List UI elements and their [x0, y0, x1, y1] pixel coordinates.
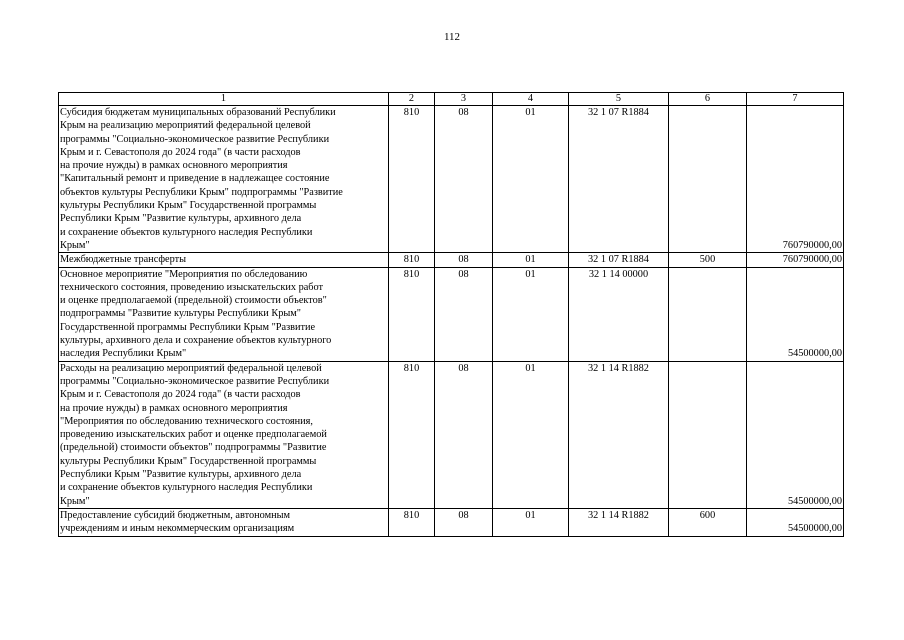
header-col-2: 2: [389, 93, 435, 106]
row-subsection-code: 01: [493, 253, 569, 267]
row-amount: 54500000,00: [747, 508, 844, 536]
row-expense-type: [669, 361, 747, 508]
header-col-3: 3: [435, 93, 493, 106]
header-col-7: 7: [747, 93, 844, 106]
table-row: [59, 361, 844, 508]
header-col-6: 6: [669, 93, 747, 106]
row-name: Основное мероприятие "Мероприятия по обследованию технического состояния, проведению изыскательских работ и оценке предполагаемой (предельной) стоимости объектов" подпрограммы "Развитие культуры Республики Крым" Государственной программы Республики Крым "Развитие культуры, архивного дела и сохранение объектов культурного наследия Республики Крым": [59, 267, 389, 361]
row-name: Межбюджетные трансферты: [59, 253, 389, 267]
row-expense-type: 600: [669, 508, 747, 536]
row-expense-type: 500: [669, 253, 747, 267]
row-section-code: 08: [435, 267, 493, 361]
row-subsection-code: 01: [493, 106, 569, 253]
row-ministry-code: 810: [389, 361, 435, 508]
row-ministry-code: 810: [389, 267, 435, 361]
row-amount: 54500000,00: [747, 361, 844, 508]
table-row: [59, 106, 844, 253]
table-row: [59, 267, 844, 361]
header-col-5: 5: [569, 93, 669, 106]
row-section-code: 08: [435, 361, 493, 508]
header-col-1: 1: [59, 93, 389, 106]
row-name: Субсидия бюджетам муниципальных образований Республики Крым на реализацию мероприятий федеральной целевой программы "Социально-экономическое развитие Республики Крым и г. Севастополя до 2024 года" (в части расходов на прочие нужды) в рамках основного мероприятия "Капитальный ремонт и приведение в надлежащее состояние объектов культуры Республики Крым" подпрограммы "Развитие культуры Республики Крым" Государственной программы Республики Крым "Развитие культуры, архивного дела и сохранение объектов культурного наследия Республики Крым": [59, 106, 389, 253]
row-target-article: 32 1 07 R1884: [569, 253, 669, 267]
row-subsection-code: 01: [493, 267, 569, 361]
table-row: [59, 253, 844, 267]
row-target-article: 32 1 14 00000: [569, 267, 669, 361]
table-row: [59, 508, 844, 536]
row-expense-type: [669, 267, 747, 361]
row-section-code: 08: [435, 106, 493, 253]
row-target-article: 32 1 14 R1882: [569, 508, 669, 536]
page-number: 112: [443, 31, 461, 43]
row-amount: 54500000,00: [747, 267, 844, 361]
row-ministry-code: 810: [389, 253, 435, 267]
header-col-4: 4: [493, 93, 569, 106]
row-amount: 760790000,00: [747, 106, 844, 253]
row-target-article: 32 1 07 R1884: [569, 106, 669, 253]
row-ministry-code: 810: [389, 106, 435, 253]
row-ministry-code: 810: [389, 508, 435, 536]
row-name: Предоставление субсидий бюджетным, автономным учреждениям и иным некоммерческим организациям: [59, 508, 389, 536]
row-name: Расходы на реализацию мероприятий федеральной целевой программы "Социально-экономическое развитие Республики Крым и г. Севастополя до 2024 года" (в части расходов на прочие нужды) в рамках основного мероприятия "Мероприятия по обследованию технического состояния, проведению изыскательских работ и оценке предполагаемой (предельной) стоимости объектов" подпрограммы "Развитие культуры Республики Крым" Государственной программы Республики Крым "Развитие культуры, архивного дела и сохранение объектов культурного наследия Республики Крым": [59, 361, 389, 508]
row-section-code: 08: [435, 253, 493, 267]
table-header-row: [59, 93, 844, 106]
row-expense-type: [669, 106, 747, 253]
budget-table: [58, 92, 844, 537]
row-section-code: 08: [435, 508, 493, 536]
row-subsection-code: 01: [493, 508, 569, 536]
row-subsection-code: 01: [493, 361, 569, 508]
row-amount: 760790000,00: [747, 253, 844, 267]
row-target-article: 32 1 14 R1882: [569, 361, 669, 508]
